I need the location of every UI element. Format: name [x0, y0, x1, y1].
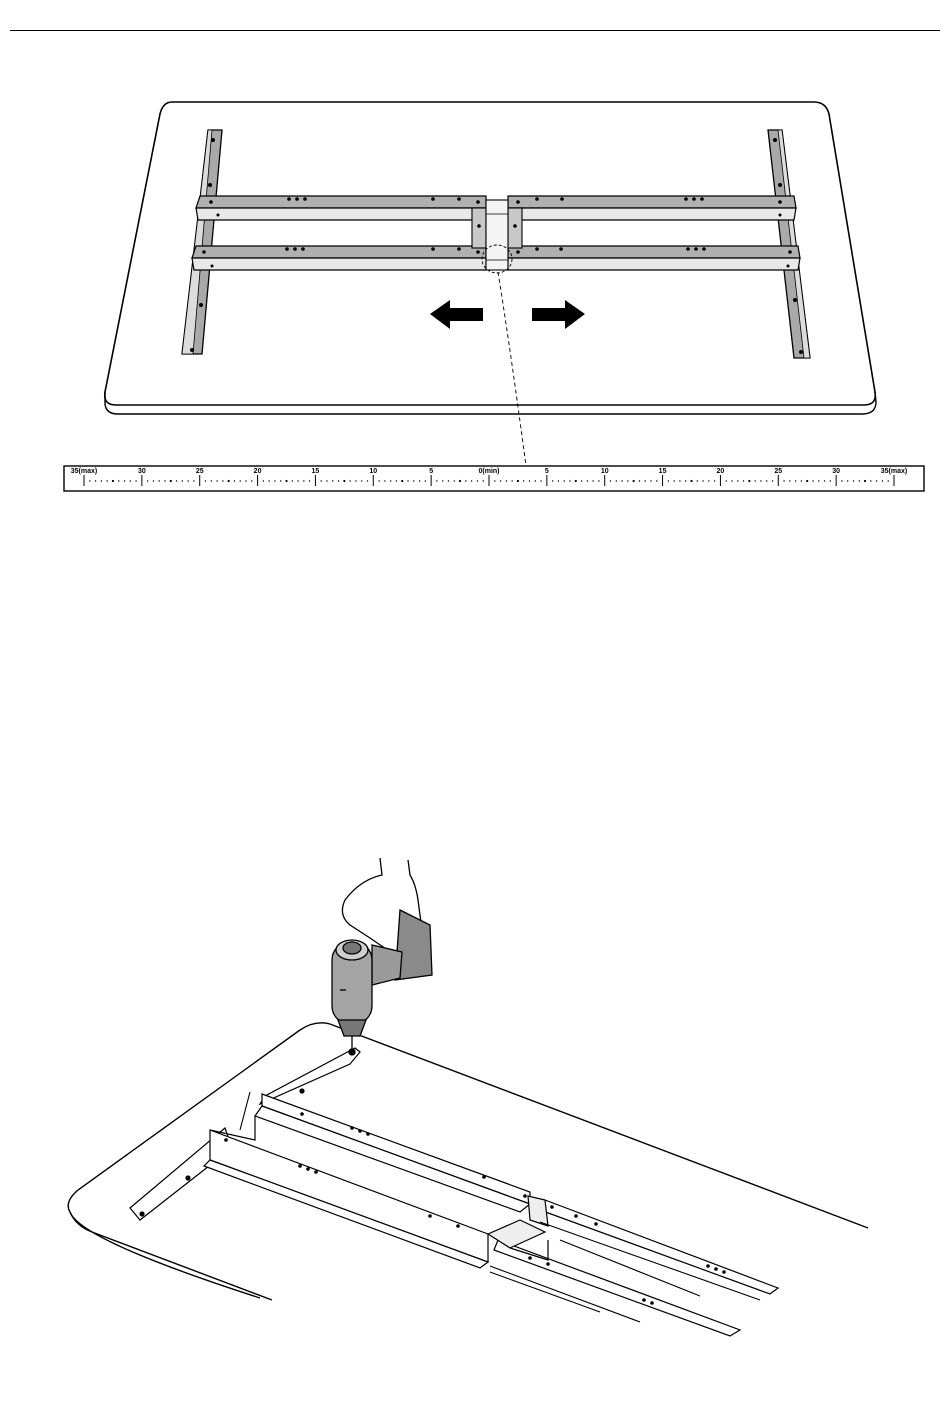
ruler-minor-tick — [245, 480, 246, 481]
ruler-minor-tick — [847, 480, 848, 481]
ruler-minor-tick — [413, 480, 414, 481]
ruler-label: 10 — [600, 468, 609, 475]
drill-rail-lines — [240, 1092, 760, 1322]
ruler-minor-tick — [690, 480, 692, 482]
ruler-minor-tick — [650, 480, 651, 481]
ruler-label: 5 — [429, 468, 434, 475]
ruler-minor-tick — [627, 480, 628, 481]
ruler-minor-tick — [812, 480, 813, 481]
ruler-minor-tick — [679, 480, 680, 481]
ruler-minor-tick — [234, 480, 235, 481]
ruler-minor-tick — [124, 480, 125, 481]
ruler-minor-tick — [523, 480, 524, 481]
ruler-minor-tick — [170, 480, 172, 482]
ruler-minor-tick — [801, 480, 802, 481]
ruler-minor-tick — [419, 480, 420, 481]
ruler-minor-tick — [343, 480, 345, 482]
ruler-minor-tick — [581, 480, 582, 481]
ruler-minor-tick — [754, 480, 755, 481]
ruler-minor-tick — [401, 480, 403, 482]
ruler-label: 20 — [716, 468, 725, 475]
ruler-minor-tick — [396, 480, 397, 481]
ruler-minor-tick — [361, 480, 362, 481]
ruler-label: 35(max) — [70, 468, 98, 475]
ruler-minor-tick — [187, 480, 188, 481]
ruler-minor-tick — [529, 480, 530, 481]
ruler-minor-tick — [326, 480, 327, 481]
ruler-minor-tick — [610, 480, 611, 481]
ruler-minor-tick — [888, 480, 889, 481]
ruler-minor-tick — [639, 480, 640, 481]
ruler-minor-tick — [645, 480, 646, 481]
ruler-minor-tick — [511, 480, 512, 481]
ruler-minor-tick — [321, 480, 322, 481]
ruler-minor-tick — [274, 480, 275, 481]
ruler-minor-tick — [211, 480, 212, 481]
ruler-label: 30 — [137, 468, 146, 475]
ruler-minor-tick — [876, 480, 877, 481]
ruler-minor-tick — [465, 480, 466, 481]
ruler-minor-tick — [697, 480, 698, 481]
ruler-minor-tick — [130, 480, 131, 481]
ruler-minor-tick — [795, 480, 796, 481]
ruler-minor-tick — [349, 480, 350, 481]
ruler-minor-tick — [517, 480, 519, 482]
ruler-minor-tick — [714, 480, 715, 481]
ruler-minor-tick — [783, 480, 784, 481]
ruler-minor-tick — [95, 480, 96, 481]
ruler-minor-tick — [205, 480, 206, 481]
ruler-minor-tick — [297, 480, 298, 481]
ruler-minor-tick — [471, 480, 472, 481]
ruler-label: 35(max) — [880, 468, 908, 475]
ruler-minor-tick — [384, 480, 385, 481]
ruler-minor-tick — [106, 480, 107, 481]
ruler-label: 25 — [774, 468, 783, 475]
ruler-minor-tick — [222, 480, 223, 481]
ruler-minor-tick — [806, 480, 808, 482]
ruler-label: 5 — [544, 468, 549, 475]
ruler-minor-tick — [251, 480, 252, 481]
ruler-minor-tick — [292, 480, 293, 481]
ruler-minor-tick — [743, 480, 744, 481]
ruler-label: 0(min) — [478, 468, 500, 475]
drill-frame-holes — [224, 1112, 726, 1305]
ruler-minor-tick — [685, 480, 686, 481]
ruler-minor-tick — [818, 480, 819, 481]
ruler-minor-tick — [500, 480, 501, 481]
ruler-minor-tick — [592, 480, 593, 481]
ruler-minor-tick — [135, 480, 136, 481]
ruler-minor-tick — [268, 480, 269, 481]
ruler-minor-tick — [378, 480, 379, 481]
ruler-minor-tick — [459, 480, 461, 482]
ruler-minor-tick — [656, 480, 657, 481]
ruler-minor-tick — [731, 480, 732, 481]
ruler-minor-tick — [477, 480, 478, 481]
ruler-label: 15 — [658, 468, 667, 475]
drill-frame-beams — [204, 1094, 778, 1336]
ruler — [64, 466, 924, 491]
ruler-minor-tick — [552, 480, 553, 481]
ruler-minor-tick — [772, 480, 773, 481]
ruler-minor-tick — [228, 480, 230, 482]
ruler-minor-tick — [285, 480, 287, 482]
ruler-minor-tick — [737, 480, 738, 481]
ruler-minor-tick — [442, 480, 443, 481]
ruler-minor-tick — [726, 480, 727, 481]
ruler-minor-tick — [708, 480, 709, 481]
ruler-minor-tick — [569, 480, 570, 481]
ruler-minor-tick — [616, 480, 617, 481]
ruler-minor-tick — [367, 480, 368, 481]
ruler-minor-tick — [193, 480, 194, 481]
ruler-minor-tick — [159, 480, 160, 481]
ruler-minor-tick — [864, 480, 866, 482]
ruler-minor-tick — [240, 480, 241, 481]
ruler-minor-tick — [280, 480, 281, 481]
ruler-minor-tick — [89, 480, 90, 481]
ruler-minor-tick — [558, 480, 559, 481]
ruler-minor-tick — [702, 480, 703, 481]
ruler-minor-tick — [789, 480, 790, 481]
ruler-minor-tick — [633, 480, 635, 482]
ruler-minor-tick — [101, 480, 102, 481]
ruler-minor-tick — [621, 480, 622, 481]
ruler-minor-tick — [760, 480, 761, 481]
ruler-minor-tick — [540, 480, 541, 481]
ruler-minor-tick — [870, 480, 871, 481]
ruler-minor-tick — [824, 480, 825, 481]
ruler-minor-tick — [668, 480, 669, 481]
ruler-minor-tick — [436, 480, 437, 481]
ruler-label: 15 — [311, 468, 320, 475]
ruler-labels — [71, 468, 907, 475]
ruler-minor-tick — [454, 480, 455, 481]
drill-bracket-left — [130, 1048, 360, 1220]
frame-adjust-illustration — [0, 0, 950, 520]
ruler-minor-tick — [303, 480, 304, 481]
ruler-minor-tick — [587, 480, 588, 481]
ruler-minor-tick — [575, 480, 577, 482]
ruler-minor-tick — [112, 480, 114, 482]
ruler-minor-tick — [448, 480, 449, 481]
ruler-minor-tick — [118, 480, 119, 481]
ruler-minor-tick — [176, 480, 177, 481]
ruler-minor-tick — [830, 480, 831, 481]
ruler-minor-tick — [483, 480, 484, 481]
ruler-minor-tick — [332, 480, 333, 481]
ruler-minor-tick — [748, 480, 750, 482]
ruler-minor-tick — [598, 480, 599, 481]
ruler-minor-tick — [164, 480, 165, 481]
ruler-minor-tick — [853, 480, 854, 481]
ruler-label: 30 — [832, 468, 841, 475]
ruler-minor-tick — [882, 480, 883, 481]
ruler-minor-tick — [216, 480, 217, 481]
ruler-minor-tick — [407, 480, 408, 481]
ruler-minor-tick — [355, 480, 356, 481]
ruler-minor-tick — [425, 480, 426, 481]
ruler-label: 25 — [195, 468, 204, 475]
ruler-minor-tick — [147, 480, 148, 481]
ruler-minor-tick — [390, 480, 391, 481]
ruler-minor-tick — [338, 480, 339, 481]
ruler-minor-tick — [182, 480, 183, 481]
ruler-minor-tick — [494, 480, 495, 481]
ruler-minor-tick — [263, 480, 264, 481]
cordless-drill-icon — [332, 858, 432, 1055]
ruler-label: 20 — [253, 468, 262, 475]
ruler-minor-tick — [859, 480, 860, 481]
drill-tabletop — [68, 1023, 868, 1300]
ruler-minor-tick — [564, 480, 565, 481]
ruler-minor-tick — [766, 480, 767, 481]
ruler-label: 10 — [369, 468, 378, 475]
hand-icon — [342, 858, 422, 960]
ruler-minor-tick — [841, 480, 842, 481]
ruler-minor-tick — [309, 480, 310, 481]
ruler-minor-tick — [673, 480, 674, 481]
ruler-minor-tick — [535, 480, 536, 481]
ruler-minor-tick — [153, 480, 154, 481]
ruler-minor-tick — [506, 480, 507, 481]
